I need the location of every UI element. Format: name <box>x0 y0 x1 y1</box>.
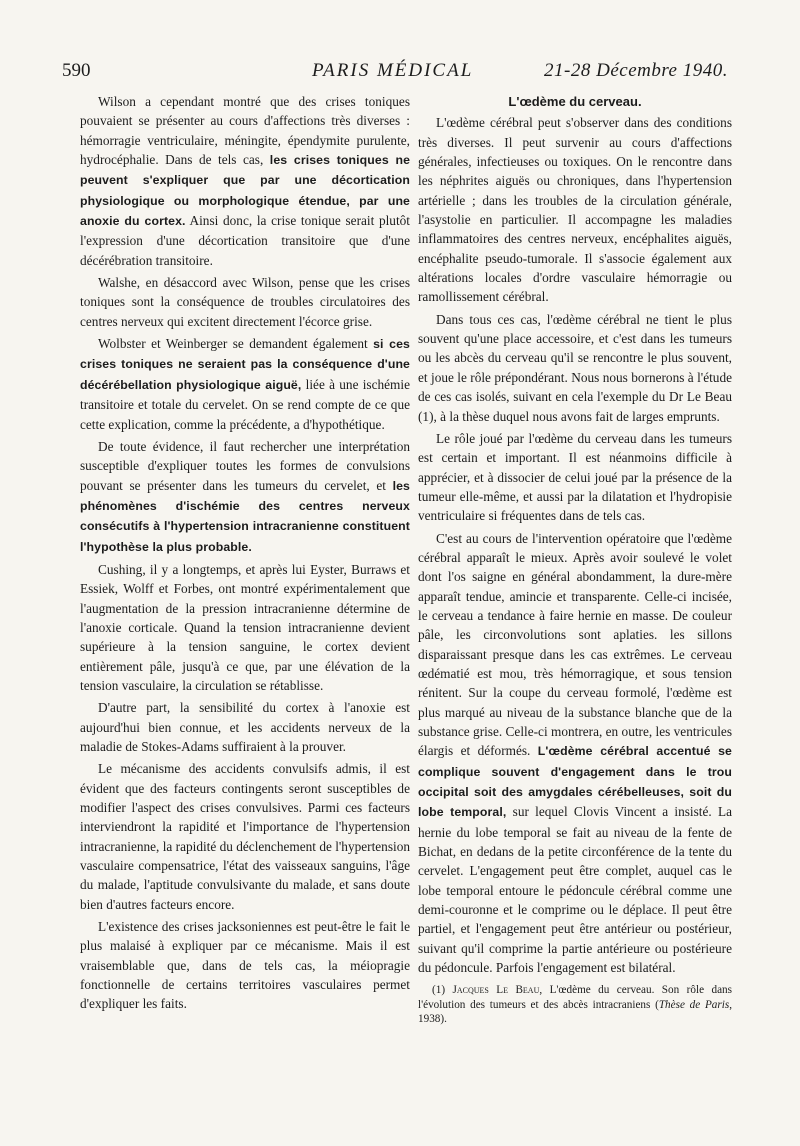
footnote-year: , 1938). <box>418 998 733 1026</box>
paragraph: L'existence des crises jacksoniennes est peut-être le fait le plus malaisé à expliquer par ce mécanisme. Mais il est vraisemblable que, dans de tels cas, la méiopragie fonctionnelle de certains territoires vasculaires permet d'expliquer les faits. <box>80 919 410 1012</box>
paragraph: Cushing, il y a longtemps, et après lui Eyster, Burraws et Essiek, Wolff et Forbes, ont montré expérimentalement que l'augmentation de la pression intracranienne détermine de l'anoxie corticale. Quand la tension intracranienne devient supérieure à la tension sanguine, le cortex devient entièrement pâle, jusqu'à ce que, par une élévation de la tension vasculaire, la circulation se rétablisse. <box>80 561 410 693</box>
footnote-source: Thèse de Paris <box>658 998 730 1011</box>
paragraph: L'œdème cérébral peut s'observer dans des conditions très diverses. Il peut survenir au cours d'affections générales, infectieuses ou toxiques. On le rencontre dans les néphrites aiguës ou chroniques, dans l'hypertension artérielle ; dans les troubles de la circulation générale, l'asystolie en particulier. Il accompagne les maladies inflammatoires des centres nerveux, encéphalites aiguës, encéphalite pseudo-tumorale. Il s'associe également aux altérations locales d'ordre vasculaire hémorragie ou ramollissement cérébral. <box>418 115 732 305</box>
text-run: sur lequel Clovis Vincent a insisté. La hernie du lobe temporal se fait au niveau de la fente de Bichat, en dedans de la petite circonférence de la tente du cervelet. L'engagement peut être complet, auquel cas le lobe temporal entoure le pédoncule cérébral comme une demi-couronne et le comprime ou le déplace. Il peut être partiel, et l'engagement peut être antérieur ou postérieur, suivant qu'il comprime la partie antérieure ou postérieure du pédoncule. Parfois l'engagement est bilatéral. <box>418 804 732 976</box>
bold-run: L'œdème cérébral accentué se complique souvent d'engagement dans le trou occipital soit des amygdales cérébelleuses, soit du lobe temporal, <box>418 744 732 820</box>
paragraph: Le rôle joué par l'œdème du cerveau dans les tumeurs est certain et important. Il est néanmoins difficile à apprécier, et à dissocier de celui joué par la présence de la tumeur elle-même, et aussi par la dilatation et l'hydropisie ventriculaire si fréquentes dans de tels cas. <box>418 430 732 524</box>
text-run: C'est au cours de l'intervention opératoire que l'œdème cérébral apparaît le mieux. Après avoir soulevé le volet dont l'os saigne en général abondamment, la dure-mère apparaît tendue, amincie et transparente. Celle-ci incisée, le cerveau a tendance à faire hernie en masse. De couleur pâle, les circonvolutions sont aplaties. les sillons disparaissant presque dans les cas extrêmes. Le cerveau œdématié est mou, très hémorragique, et sous tension rénitent. Sur la coupe du cerveau formolé, l'œdème est plus marqué au niveau de la substance blanche que de la substance grise. Celle-ci montrera, en outre, les ventricules élargis et déformés. <box>418 530 732 759</box>
text-run: liée à une ischémie transitoire et totale du cervelet. On se rend compte de ce que cette explication, comme la précédente, a d'hypothétique. <box>80 376 410 432</box>
paragraph <box>80 437 410 557</box>
text-run: Wilson a cependant montré que des crises toniques pouvaient se présenter au cours d'affections très diverses : hémorragie ventriculaire, méningite, épendymite purulente, hydrocéphalie. Dans de tels cas, <box>80 94 410 168</box>
bold-run: les phénomènes d'ischémie des centres nerveux consécutifs à l'hypertension intracranienne constituent l'hypothèse la plus probable. <box>80 478 410 554</box>
issue-date: 21-28 Décembre 1940. <box>544 60 728 81</box>
paragraph <box>80 334 410 434</box>
paragraph: Le mécanisme des accidents convulsifs admis, il est évident que des facteurs contingents seront susceptibles de modifier l'aspect des crises convulsives. Parmi ces facteurs interviendront la rapidité et l'importance de l'hypertension intracranienne, la rapidité du déclenchement de l'hypertension vasculaire compensatrice, l'état des vaisseaux sanguins, l'âge du malade, l'aptitude convulsivante du malade, et sans doute bien d'autres facteurs encore. <box>80 761 410 912</box>
right-column <box>418 92 732 1027</box>
bold-run: si ces crises toniques ne seraient pas la conséquence d'une décérébellation physiologique aiguë, <box>80 337 410 392</box>
paragraph <box>418 529 732 978</box>
journal-title: PARIS MÉDICAL <box>312 60 474 81</box>
paragraph <box>80 92 410 270</box>
footnote-marker: (1) <box>432 984 453 997</box>
paragraph: Dans tous ces cas, l'œdème cérébral ne tient le plus souvent qu'une place accessoire, et c'est dans les tumeurs ou les abcès du cerveau qu'il se rencontre le plus souvent, et joue le rôle prépondérant. Nous nous bornerons à l'étude de ces cas isolés, suivant en cela l'exemple du Dr Le Beau (1), à la thèse duquel nous avons fait de larges emprunts. <box>418 311 732 424</box>
paragraph: Walshe, en désaccord avec Wilson, pense que les crises toniques sont la conséquence de troubles circulatoires des centres nerveux qui excitent directement l'écorce grise. <box>80 275 410 329</box>
bold-run: les crises toniques ne peuvent s'expliquer que par une décortication physiologique ou morphologique étendue, par une anoxie du cortex. <box>80 153 411 229</box>
page-header <box>62 60 728 90</box>
footnote <box>418 983 732 1027</box>
section-title: L'œdème du cerveau. <box>508 94 642 109</box>
paragraph: D'autre part, la sensibilité du cortex à l'anoxie est aujourd'hui bien connue, et les accidents nerveux de la maladie de Stokes-Adams suffiraient à la prouver. <box>80 700 410 754</box>
text-run: Ainsi donc, la crise tonique serait plutôt l'expression d'une décortication transitoire que d'une décérébration transitoire. <box>80 213 410 268</box>
text-run: De toute évidence, il faut rechercher une interprétation susceptible d'expliquer toutes les formes de convulsions pouvant se présenter dans les tumeurs du cervelet, et <box>80 438 410 493</box>
left-column <box>80 92 410 1017</box>
text-run: Wolbster et Weinberger se demandent également <box>98 336 374 352</box>
footnote-author: Jacques Le Beau <box>452 984 540 997</box>
page-number: 590 <box>62 60 91 81</box>
footnote-text: , L'œdème du cerveau. Son rôle dans l'évolution des tumeurs et des abcès intracraniens ( <box>418 984 732 1011</box>
